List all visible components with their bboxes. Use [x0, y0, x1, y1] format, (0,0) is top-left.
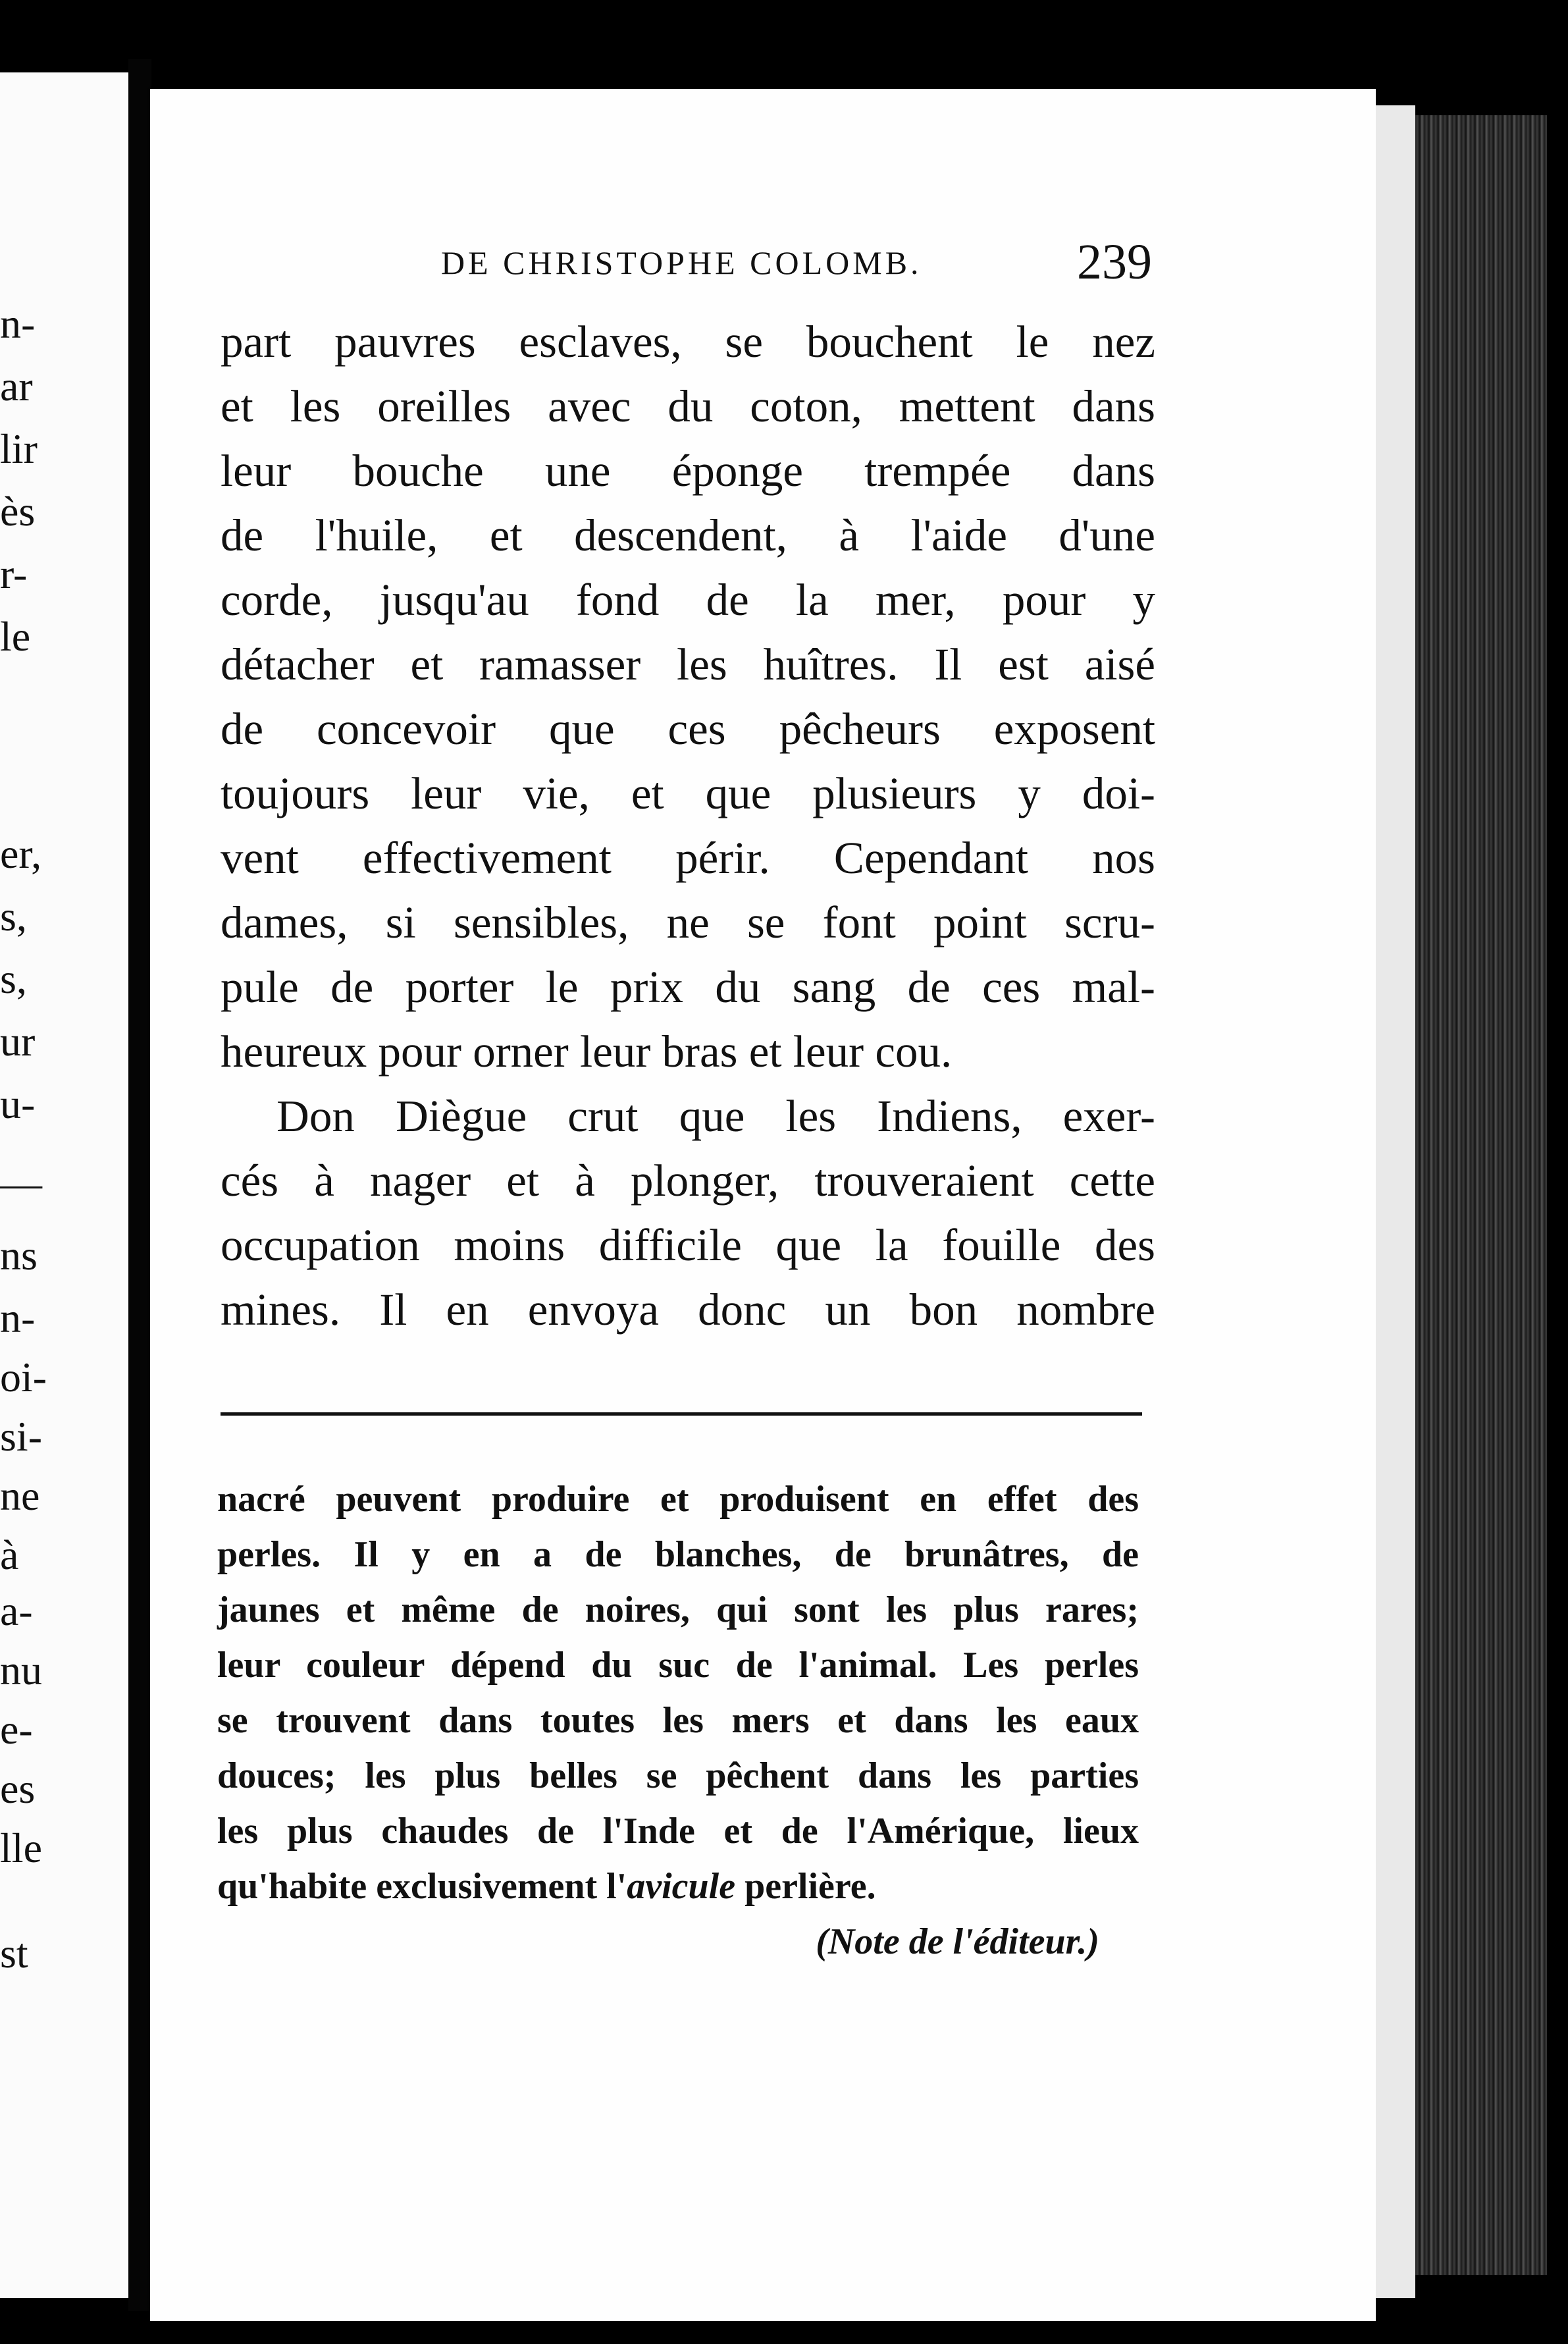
left-fragment: —	[0, 1159, 42, 1206]
left-fragment: e-	[0, 1706, 33, 1753]
left-fragment: u-	[0, 1080, 36, 1127]
left-fragment: ar	[0, 363, 33, 410]
left-fragment: si-	[0, 1413, 42, 1460]
left-fragment: n-	[0, 300, 36, 347]
text-line: dames, si sensibles, ne se font point scru-	[221, 897, 1155, 947]
book-gutter	[128, 59, 151, 2311]
left-fragment: s,	[0, 893, 27, 940]
footnote	[217, 1472, 1139, 1969]
text-line: de concevoir que ces pêcheurs exposent	[221, 704, 1155, 754]
footnote-signature: (Note de l'éditeur.)	[816, 1921, 1099, 1962]
footnote-line: leur couleur dépend du suc de l'animal. Les perles	[217, 1645, 1139, 1686]
left-fragment: ns	[0, 1232, 38, 1279]
text-line: Don Diègue crut que les Indiens, exer-	[276, 1091, 1155, 1141]
left-fragment: s,	[0, 955, 27, 1002]
left-fragment: nu	[0, 1647, 42, 1693]
text-line: corde, jusqu'au fond de la mer, pour y	[221, 575, 1155, 625]
footnote-line: perles. Il y en a de blanches, de brunâtres, de	[217, 1534, 1139, 1575]
footnote-line	[217, 1859, 1139, 1914]
text-line: mines. Il en envoya donc un bon nombre	[221, 1285, 1155, 1335]
left-fragment: le	[0, 613, 31, 660]
left-fragment: oi-	[0, 1354, 47, 1400]
text-line: leur bouche une éponge trempée dans	[221, 446, 1155, 496]
left-facing-page	[0, 72, 128, 2298]
left-fragment: er,	[0, 830, 42, 877]
text-line: occupation moins difficile que la fouille des	[221, 1220, 1155, 1270]
body-text	[221, 309, 1155, 1342]
text-line: pule de porter le prix du sang de ces mal-	[221, 962, 1155, 1012]
footnote-line: douces; les plus belles se pêchent dans les parties	[217, 1755, 1139, 1796]
footnote-rule	[221, 1412, 1142, 1416]
book-fore-edge	[1415, 115, 1547, 2275]
left-fragment: r-	[0, 550, 28, 597]
left-fragment: ur	[0, 1018, 36, 1065]
left-fragment: à	[0, 1532, 19, 1578]
footnote-text: qu'habite exclusivement l'	[217, 1866, 627, 1907]
left-fragment: lle	[0, 1825, 42, 1871]
running-head: DE CHRISTOPHE COLOMB.	[441, 244, 922, 281]
footnote-italic-term: avicule	[627, 1866, 736, 1907]
left-fragment: n-	[0, 1294, 36, 1341]
page-number: 239	[1077, 234, 1152, 290]
left-fragment: ès	[0, 488, 36, 535]
text-line: heureux pour orner leur bras et leur cou.	[221, 1026, 953, 1077]
left-fragment: ne	[0, 1472, 40, 1519]
text-line: et les oreilles avec du coton, mettent dans	[221, 381, 1155, 431]
text-line: toujours leur vie, et que plusieurs y doi-	[221, 768, 1155, 818]
footnote-line: se trouvent dans toutes les mers et dans les eaux	[217, 1700, 1139, 1741]
left-fragment: es	[0, 1765, 36, 1812]
footnote-line: nacré peuvent produire et produisent en effet des	[217, 1479, 1139, 1520]
footnote-text: perlière.	[735, 1866, 876, 1907]
page-edge	[1376, 105, 1415, 2298]
text-line: cés à nager et à plonger, trouveraient cette	[221, 1156, 1155, 1206]
text-line: vent effectivement périr. Cependant nos	[221, 833, 1155, 883]
left-fragment: lir	[0, 425, 38, 472]
left-fragment: st	[0, 1930, 28, 1977]
footnote-line: les plus chaudes de l'Inde et de l'Amérique, lieux	[217, 1811, 1139, 1851]
left-fragment: a-	[0, 1587, 33, 1634]
page-header	[290, 165, 1172, 290]
text-line: détacher et ramasser les huîtres. Il est aisé	[221, 639, 1155, 689]
footnote-line: jaunes et même de noires, qui sont les plus rares;	[217, 1589, 1139, 1630]
text-line: de l'huile, et descendent, à l'aide d'une	[221, 510, 1155, 560]
text-line: part pauvres esclaves, se bouchent le nez	[221, 317, 1155, 367]
